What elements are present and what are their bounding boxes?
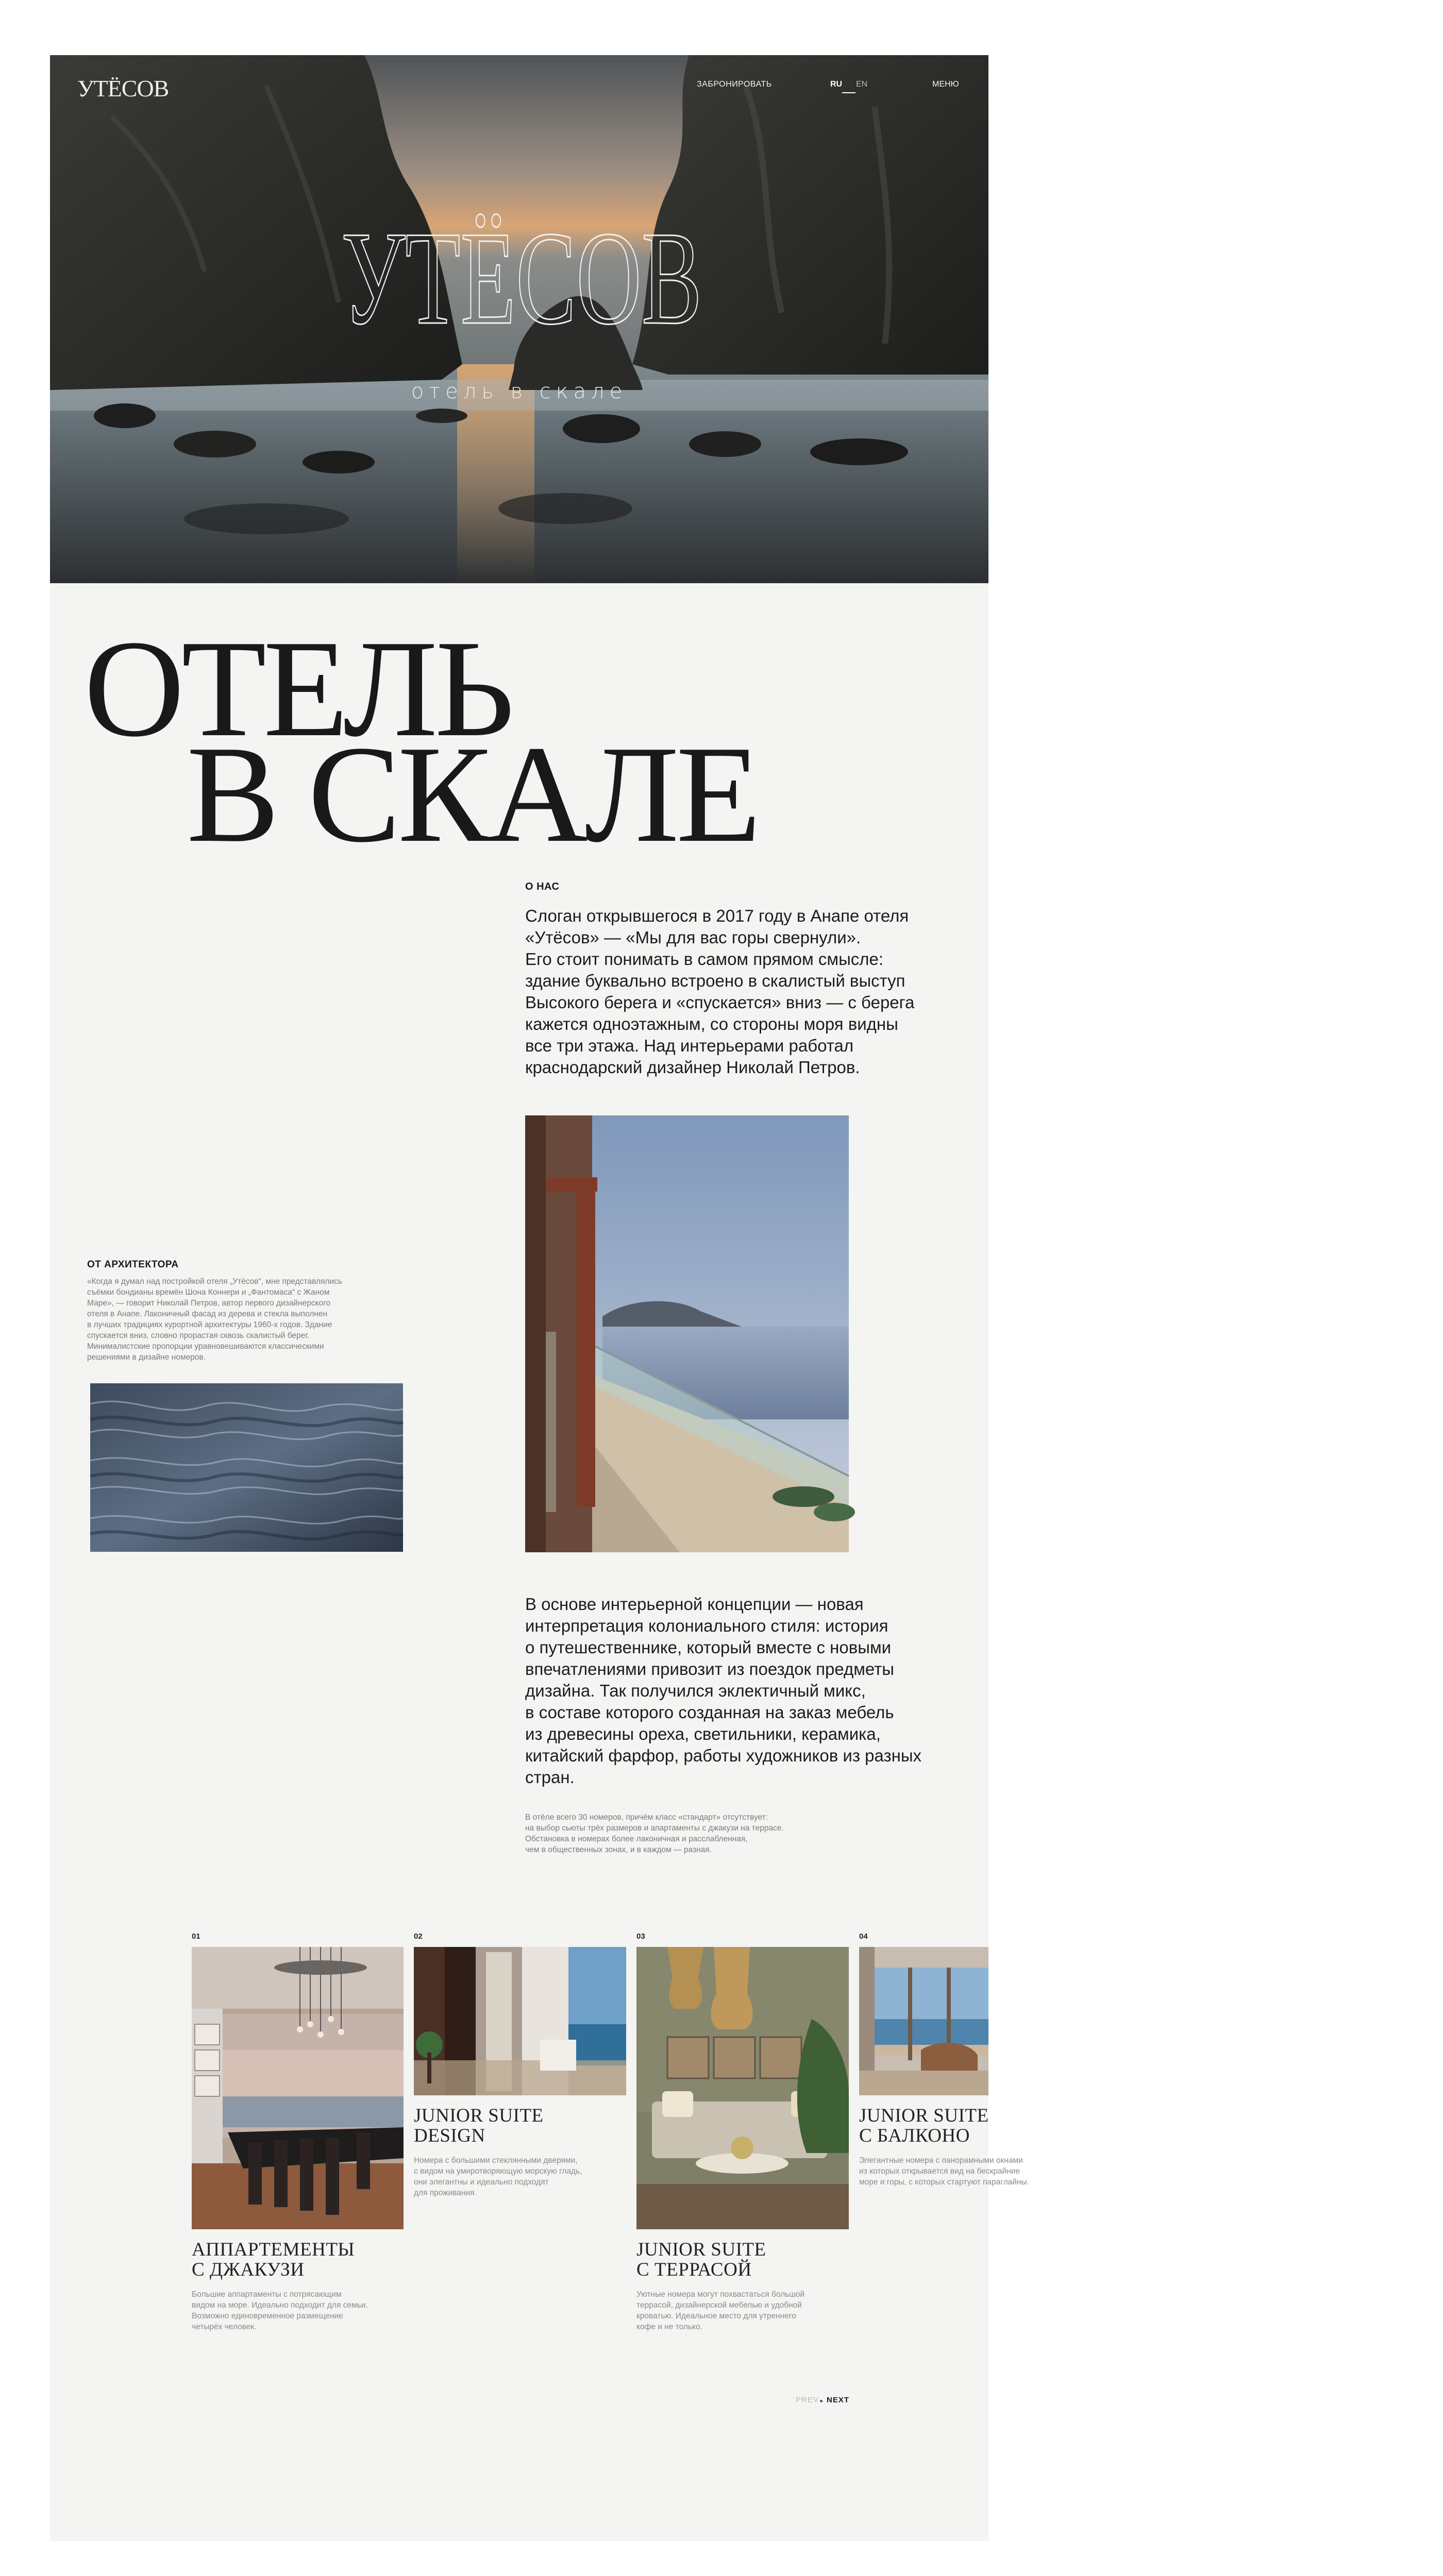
room-number: 02 [414, 1932, 423, 1941]
room-description: Большие аппартаменты с потрясающим видом на море. Идеально подходит для семьи. Возможно единовременное размещение четырёх человек. [192, 2290, 368, 2331]
room-title[interactable]: JUNIOR SUITE С БАЛКОНО [859, 2105, 989, 2146]
pager-next-button[interactable]: NEXT [827, 2396, 850, 2404]
about-text: Слоган открывшегося в 2017 году в Анапе отеля «Утёсов» — «Мы для вас горы свернули». Его стоит понимать в самом прямом смысле: здание буквально встроено в скалистый выступ Высокого берега и «спускается» вниз — с берега кажется одноэтажным, со стороны моря видны все три этажа. Над интерьерами работал краснодарский дизайнер Николай Петров. [525, 906, 915, 1077]
pager-separator [820, 2400, 823, 2402]
room-description: Элегантные номера с панорамными окнами из которых открывается вид на бескрайние море и горы, с которых стартуют параглайны. [859, 2156, 1029, 2187]
header-logo[interactable]: УТЁСОВ [77, 75, 169, 101]
room-title[interactable]: АППАРТЕМЕНТЫ С ДЖАКУЗИ [192, 2239, 355, 2280]
architect-text: «Когда я думал над постройкой отеля „Утёсов“, мне представлялись съёмки бондианы времён Шона Коннери и „Фантомаса“ с Жаном Маре», — говорит Николай Петров, автор первого дизайнерского отеля в Анапе. Лаконичный фасад из дерева и стекла выполнен в лучших традициях курортной архитектуры 1960-х годов. Здание спускается вниз, словно прорастая сквозь скалистый берег. Минималистские пропорции уравновешиваются классическими решениями в дизайне номеров. [87, 1277, 342, 1362]
hero-section [50, 55, 988, 583]
room-photo-apartments[interactable] [192, 1947, 404, 2229]
headline-line-1: ОТЕЛЬ [84, 612, 512, 766]
room-photo-junior-design[interactable] [414, 1947, 626, 2095]
room-photo-junior-balcony[interactable] [859, 1947, 988, 2095]
room-number: 03 [636, 1932, 645, 1941]
room-number: 04 [859, 1932, 868, 1941]
room-number: 01 [192, 1932, 200, 1941]
menu-button[interactable]: МЕНЮ [932, 80, 959, 89]
lang-ru-link[interactable]: RU [830, 80, 843, 89]
pager-prev-button[interactable]: PREV [796, 2396, 819, 2404]
architect-label: ОТ АРХИТЕКТОРА [87, 1259, 179, 1270]
room-description: Уютные номера могут похвастаться большой террасой, дизайнерской мебелью и удобной кроватью. Идеальное место для утреннего кофе и не только. [636, 2290, 805, 2331]
lang-en-link[interactable]: EN [856, 80, 868, 89]
lang-active-indicator [842, 92, 855, 93]
room-photo-junior-terrace[interactable] [636, 1947, 849, 2229]
book-link[interactable]: ЗАБРОНИРОВАТЬ [697, 80, 772, 89]
page [50, 55, 1029, 2541]
hero-logo [336, 194, 707, 364]
headline-line-2: В СКАЛЕ [187, 717, 758, 871]
hero-tagline: отель в скале [411, 380, 628, 403]
balcony-photo [525, 1115, 849, 1552]
room-description: Номера с большими стеклянными дверями, с видом на умиротворяющую морскую гладь, они элегантны и идеально подходят для проживания. [414, 2156, 582, 2197]
concept-text: В основе интерьерной концепции — новая интерпретация колониального стиля: история о путешественнике, который вместе с новыми впечатлениями привозит из поездок предметы дизайна. Так получился эклектичный микс, в составе которого созданная на заказ мебель из древесины ореха, светильники, керамика, китайский фарфор, работы художников из разных стран. [525, 1595, 922, 1787]
water-photo [90, 1383, 403, 1552]
room-title[interactable]: JUNIOR SUITE DESIGN [414, 2105, 544, 2146]
rooms-note: В отёле всего 30 номеров, причём класс «стандарт» отсутствует: на выбор сьюты трёх размеров и апартаменты с джакузи на террасе. Обстановка в номерах более лаконичная и расслабленная, чем в общественных зонах, и в каждом — разная. [525, 1813, 784, 1854]
room-title[interactable]: JUNIOR SUITE С ТЕРРАСОЙ [636, 2239, 766, 2280]
about-label: О НАС [525, 881, 560, 892]
hero-logo-text: УТЁСОВ [341, 204, 702, 352]
